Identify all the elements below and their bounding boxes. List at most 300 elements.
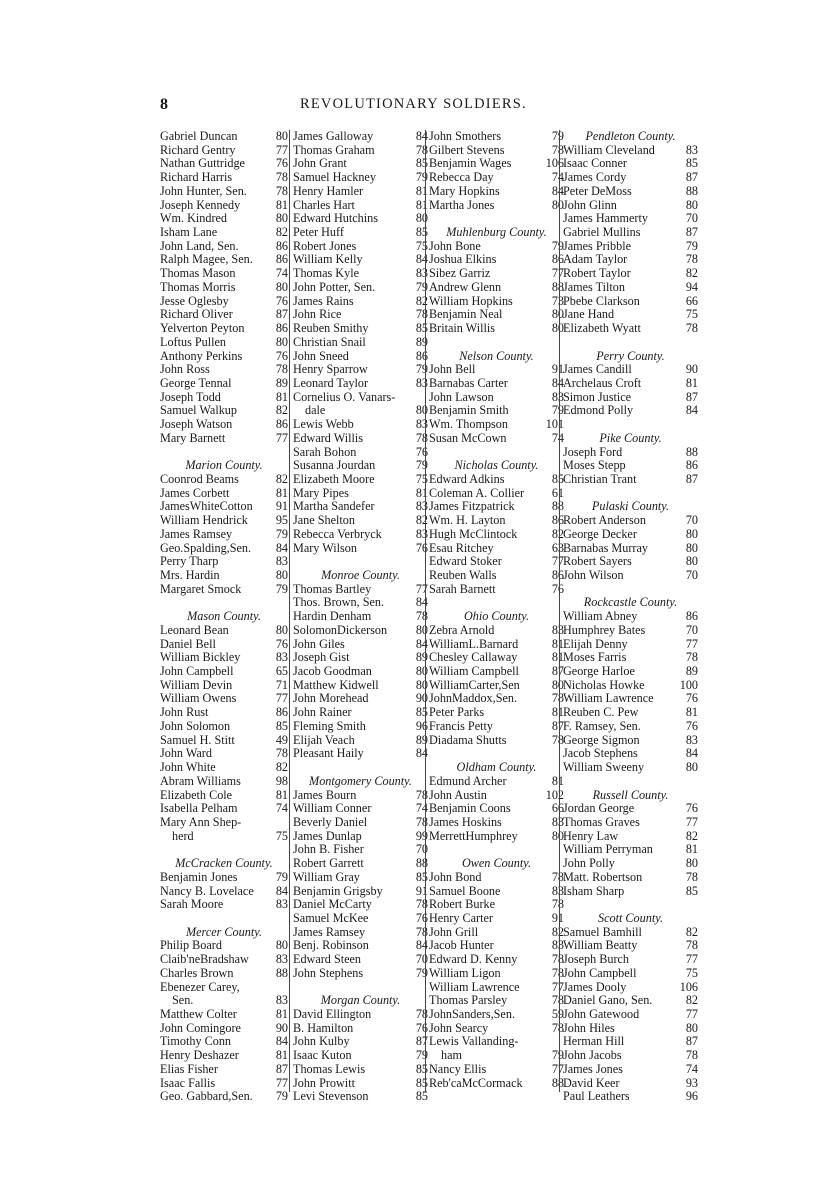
soldier-entry bbox=[563, 1049, 698, 1063]
soldier-entry bbox=[160, 816, 288, 830]
soldier-age: 84 bbox=[415, 129, 428, 143]
soldier-age: 83 bbox=[551, 622, 564, 637]
soldier-entry bbox=[160, 377, 288, 391]
soldier-name: Charles Brown bbox=[160, 965, 234, 980]
soldier-entry bbox=[293, 226, 428, 240]
spacer bbox=[563, 418, 698, 432]
soldier-entry bbox=[160, 651, 288, 665]
soldier-entry bbox=[429, 994, 564, 1008]
soldier-name: Lewis Vallanding- bbox=[429, 1034, 519, 1049]
soldier-age: 86 bbox=[551, 568, 564, 582]
soldier-age: 74 bbox=[551, 430, 564, 445]
soldier-age: 81 bbox=[275, 1048, 288, 1063]
soldier-age: 85 bbox=[415, 1061, 428, 1076]
soldier-entry bbox=[429, 720, 564, 734]
soldier-age: 77 bbox=[551, 979, 564, 994]
soldier-name: Sarah Moore bbox=[160, 897, 224, 912]
soldier-entry bbox=[293, 514, 428, 528]
soldier-entry bbox=[563, 473, 698, 487]
soldier-name: Benjamin Smith bbox=[429, 403, 509, 418]
soldier-age: 84 bbox=[275, 540, 288, 555]
soldier-entry bbox=[563, 843, 698, 857]
soldier-name: Richard Harris bbox=[160, 170, 233, 185]
soldier-age: 78 bbox=[415, 814, 428, 829]
soldier-entry bbox=[429, 569, 564, 583]
soldier-age: 85 bbox=[415, 1089, 428, 1104]
soldier-entry bbox=[563, 651, 698, 665]
soldier-entry bbox=[429, 706, 564, 720]
soldier-entry bbox=[563, 624, 698, 638]
soldier-age: 79 bbox=[415, 458, 428, 473]
soldier-entry bbox=[160, 789, 288, 803]
soldier-age bbox=[286, 816, 288, 830]
soldier-entry bbox=[293, 720, 428, 734]
soldier-entry bbox=[429, 1063, 564, 1077]
soldier-name: Rebecca Verbryck bbox=[293, 526, 382, 541]
soldier-entry bbox=[160, 1090, 288, 1104]
soldier-age: 86 bbox=[275, 238, 288, 253]
soldier-name: Isaac Kuton bbox=[293, 1048, 352, 1063]
soldier-entry bbox=[563, 953, 698, 967]
soldier-name: Joseph Watson bbox=[160, 417, 233, 432]
soldier-name: Samuel Hackney bbox=[293, 170, 376, 185]
soldier-entry bbox=[293, 1077, 428, 1091]
soldier-entry bbox=[160, 775, 288, 789]
soldier-entry bbox=[563, 830, 698, 844]
soldier-name: Edward Adkins bbox=[429, 471, 505, 486]
soldier-name: Joseph Ford bbox=[563, 444, 623, 459]
soldier-name: James Cordy bbox=[563, 170, 627, 185]
soldier-entry bbox=[563, 747, 698, 761]
spacer bbox=[563, 487, 698, 501]
soldier-age: 82 bbox=[275, 225, 288, 240]
soldier-entry bbox=[293, 610, 428, 624]
soldier-name: John Land, Sen. bbox=[160, 238, 239, 253]
soldier-name: William Bickley bbox=[160, 650, 241, 665]
soldier-name: William Abney bbox=[563, 609, 638, 624]
soldier-entry bbox=[293, 638, 428, 652]
soldier-name: Samuel Bamhill bbox=[563, 924, 642, 939]
soldier-name: William Conner bbox=[293, 801, 372, 816]
soldier-entry bbox=[160, 638, 288, 652]
soldier-name: Robert Garrett bbox=[293, 856, 364, 871]
soldier-age: 83 bbox=[275, 554, 288, 569]
soldier-entry bbox=[293, 843, 428, 857]
soldier-name: Robert Anderson bbox=[563, 513, 646, 528]
soldier-age: 87 bbox=[275, 1061, 288, 1076]
soldier-name: Jacob Goodman bbox=[293, 664, 372, 679]
soldier-age: 83 bbox=[415, 375, 428, 390]
soldier-name: Edward Steen bbox=[293, 952, 362, 967]
soldier-name: John Rust bbox=[160, 705, 209, 720]
soldier-entry bbox=[563, 679, 698, 693]
soldier-entry bbox=[293, 130, 428, 144]
soldier-entry bbox=[563, 734, 698, 748]
soldier-name: Jane Hand bbox=[563, 307, 615, 322]
soldier-name: Thomas Morris bbox=[160, 279, 236, 294]
soldier-name: WilliamCarter,Sen bbox=[429, 677, 520, 692]
soldier-age: 87 bbox=[685, 471, 698, 486]
soldier-entry bbox=[563, 802, 698, 816]
soldier-entry bbox=[293, 212, 428, 226]
soldier-name: Pbebe Clarkson bbox=[563, 293, 640, 308]
soldier-name: Jordan George bbox=[563, 801, 635, 816]
county-heading: Muhlenburg County. bbox=[446, 225, 547, 240]
soldier-entry bbox=[293, 528, 428, 542]
soldier-entry bbox=[160, 747, 288, 761]
soldier-age: 106 bbox=[545, 156, 564, 171]
soldier-name: Nancy Ellis bbox=[429, 1061, 487, 1076]
soldier-name: Paul Leathers bbox=[563, 1089, 630, 1104]
soldier-name: William Hendrick bbox=[160, 513, 248, 528]
soldier-age: 77 bbox=[275, 691, 288, 706]
soldier-age: 76 bbox=[275, 636, 288, 651]
soldier-age: 83 bbox=[275, 952, 288, 967]
soldier-name: Wm. H. Layton bbox=[429, 513, 506, 528]
soldier-age: 70 bbox=[685, 568, 698, 582]
soldier-entry bbox=[293, 1008, 428, 1022]
page-title: REVOLUTIONARY SOLDIERS. bbox=[300, 96, 527, 112]
soldier-name: Coleman A. Collier bbox=[429, 485, 525, 500]
soldier-entry bbox=[293, 953, 428, 967]
soldier-name: Sarah Bohon bbox=[293, 444, 357, 459]
soldier-entry bbox=[293, 350, 428, 364]
soldier-name: Leonard Taylor bbox=[293, 375, 369, 390]
soldier-entry bbox=[293, 157, 428, 171]
soldier-entry bbox=[563, 514, 698, 528]
soldier-entry bbox=[293, 898, 428, 912]
soldier-entry bbox=[563, 1063, 698, 1077]
soldier-entry bbox=[293, 473, 428, 487]
soldier-name: James Dunlap bbox=[293, 828, 362, 843]
soldier-name: Pleasant Haily bbox=[293, 746, 364, 761]
soldier-name: Reuben Smithy bbox=[293, 321, 369, 336]
soldier-name: Benjamin Coons bbox=[429, 801, 511, 816]
soldier-name: Matthew Colter bbox=[160, 1007, 237, 1021]
soldier-age: 81 bbox=[551, 636, 564, 651]
soldier-name: Joseph Todd bbox=[160, 389, 221, 404]
spacer bbox=[293, 761, 428, 775]
soldier-age: 102 bbox=[545, 787, 564, 802]
soldier-entry bbox=[429, 199, 564, 213]
soldier-entry bbox=[429, 295, 564, 309]
soldier-entry bbox=[160, 322, 288, 336]
soldier-entry bbox=[160, 308, 288, 322]
soldier-age: 83 bbox=[685, 732, 698, 747]
soldier-name: Cornelius O. Vanars- bbox=[293, 389, 396, 404]
column-3 bbox=[425, 130, 564, 1092]
soldier-name: William Ligon bbox=[429, 965, 501, 980]
county-heading: Mason County. bbox=[187, 609, 261, 624]
soldier-entry bbox=[293, 651, 428, 665]
soldier-name: Martha Jones bbox=[429, 197, 495, 212]
soldier-age: 78 bbox=[415, 609, 428, 624]
soldier-age: 82 bbox=[685, 828, 698, 843]
soldier-entry bbox=[160, 199, 288, 213]
soldier-name: Martha Sandefer bbox=[293, 499, 375, 514]
soldier-age: 74 bbox=[685, 1061, 698, 1076]
soldier-age: 81 bbox=[275, 485, 288, 500]
soldier-entry bbox=[160, 939, 288, 953]
county-heading: Nicholas County. bbox=[454, 458, 539, 473]
soldier-name: Archelaus Croft bbox=[563, 375, 642, 390]
spacer bbox=[563, 775, 698, 789]
soldier-age: 101 bbox=[545, 417, 564, 432]
soldier-entry bbox=[429, 638, 564, 652]
soldier-age: 77 bbox=[685, 814, 698, 829]
soldier-entry bbox=[160, 734, 288, 748]
soldier-name: John Campbell bbox=[563, 965, 637, 980]
soldier-name: Nancy B. Lovelace bbox=[160, 883, 254, 898]
soldier-entry bbox=[293, 1063, 428, 1077]
soldier-name: MerrettHumphrey bbox=[429, 828, 518, 843]
soldier-name: Jane Shelton bbox=[293, 513, 355, 528]
soldier-name: James Ramsey bbox=[160, 526, 233, 541]
soldier-entry bbox=[563, 569, 698, 583]
soldier-age: 76 bbox=[415, 444, 428, 459]
soldier-age: 78 bbox=[415, 307, 428, 322]
soldier-name: Thomas Parsley bbox=[429, 993, 508, 1008]
soldier-name: Margaret Smock bbox=[160, 581, 242, 596]
soldier-entry bbox=[563, 1077, 698, 1091]
soldier-name: Thos. Brown, Sen. bbox=[293, 595, 385, 610]
soldier-age: 87 bbox=[685, 225, 698, 240]
soldier-name: Fleming Smith bbox=[293, 718, 366, 733]
soldier-entry bbox=[160, 1077, 288, 1091]
soldier-name: Isaac Conner bbox=[563, 156, 627, 171]
soldier-age: 84 bbox=[415, 252, 428, 267]
soldier-age: 82 bbox=[685, 993, 698, 1008]
soldier-entry bbox=[293, 418, 428, 432]
soldier-age: 77 bbox=[275, 430, 288, 445]
soldier-age: 80 bbox=[685, 1020, 698, 1035]
soldier-name: Samuel Walkup bbox=[160, 403, 237, 418]
soldier-age: 94 bbox=[685, 279, 698, 294]
soldier-age: 84 bbox=[275, 883, 288, 898]
soldier-age: 87 bbox=[685, 1034, 698, 1049]
soldier-age: 74 bbox=[415, 801, 428, 816]
soldier-name: Moses Farris bbox=[563, 650, 627, 665]
soldier-name: Ebenezer Carey, bbox=[160, 979, 240, 994]
soldier-name: John Polly bbox=[563, 856, 615, 871]
soldier-age: 86 bbox=[551, 513, 564, 528]
soldier-entry bbox=[160, 706, 288, 720]
soldier-name: James Dooly bbox=[563, 979, 627, 994]
soldier-entry bbox=[160, 953, 288, 967]
soldier-age: 77 bbox=[275, 1075, 288, 1090]
soldier-name: Joshua Elkins bbox=[429, 252, 497, 267]
soldier-name: Henry Sparrow bbox=[293, 362, 368, 377]
soldier-name: Zebra Arnold bbox=[429, 622, 495, 637]
soldier-entry bbox=[429, 240, 564, 254]
soldier-age: 89 bbox=[415, 334, 428, 349]
soldier-age bbox=[286, 981, 288, 995]
page-number: 8 bbox=[160, 96, 168, 113]
county-heading: Owen County. bbox=[461, 856, 532, 871]
soldier-age: 83 bbox=[415, 417, 428, 432]
soldier-age: 84 bbox=[275, 1034, 288, 1049]
soldier-entry bbox=[429, 253, 564, 267]
soldier-age: 76 bbox=[685, 691, 698, 706]
column-2 bbox=[289, 129, 428, 1104]
soldier-entry bbox=[293, 322, 428, 336]
soldier-entry bbox=[563, 446, 698, 460]
spacer bbox=[160, 843, 288, 857]
soldier-age: 83 bbox=[551, 938, 564, 953]
soldier-name: Elijah Denny bbox=[563, 636, 628, 651]
soldier-name: Robert Burke bbox=[429, 897, 496, 912]
county-heading: Pendleton County. bbox=[585, 129, 676, 143]
soldier-name: Edward Hutchins bbox=[293, 211, 378, 226]
soldier-age: 85 bbox=[275, 718, 288, 733]
soldier-name: Robert Jones bbox=[293, 238, 357, 253]
county-heading: Ohio County. bbox=[463, 609, 529, 624]
soldier-age: 80 bbox=[551, 828, 564, 843]
soldier-age: 63 bbox=[551, 540, 564, 555]
soldier-entry bbox=[160, 144, 288, 158]
soldier-entry bbox=[563, 1022, 698, 1036]
soldier-entry bbox=[429, 912, 564, 926]
soldier-age: 78 bbox=[415, 1007, 428, 1021]
soldier-name: Wm. Thompson bbox=[429, 417, 508, 432]
soldier-entry bbox=[563, 459, 698, 473]
soldier-name: Chesley Callaway bbox=[429, 650, 518, 665]
soldier-age: 61 bbox=[551, 485, 564, 500]
soldier-entry bbox=[429, 500, 564, 514]
soldier-age: 81 bbox=[415, 183, 428, 198]
soldier-name: Richard Oliver bbox=[160, 307, 233, 322]
soldier-entry bbox=[160, 404, 288, 418]
soldier-age: 81 bbox=[275, 787, 288, 802]
soldier-name: Peter Huff bbox=[293, 225, 344, 240]
soldier-entry bbox=[429, 1049, 564, 1063]
soldier-entry bbox=[429, 1022, 564, 1036]
soldier-age: 80 bbox=[685, 197, 698, 212]
county-heading: Montgomery County. bbox=[309, 773, 412, 788]
soldier-age: 86 bbox=[685, 609, 698, 624]
spacer bbox=[563, 898, 698, 912]
soldier-age: 79 bbox=[551, 129, 564, 143]
spacer bbox=[293, 555, 428, 569]
soldier-age: 74 bbox=[275, 801, 288, 816]
soldier-age: 83 bbox=[275, 993, 288, 1008]
soldier-age: 80 bbox=[275, 938, 288, 953]
soldier-name: Henry Law bbox=[563, 828, 619, 843]
soldier-name: Rebecca Day bbox=[429, 170, 494, 185]
soldier-name: F. Ramsey, Sen. bbox=[563, 718, 641, 733]
soldier-name: JohnMaddox,Sen. bbox=[429, 691, 518, 706]
soldier-age: 86 bbox=[275, 321, 288, 336]
soldier-age: 85 bbox=[415, 705, 428, 720]
soldier-age: 79 bbox=[275, 869, 288, 884]
soldier-age: 80 bbox=[275, 622, 288, 637]
soldier-name: Moses Stepp bbox=[563, 458, 626, 473]
soldier-age: 89 bbox=[415, 650, 428, 665]
soldier-age: 81 bbox=[551, 650, 564, 665]
soldier-age: 79 bbox=[551, 403, 564, 418]
soldier-entry bbox=[293, 171, 428, 185]
soldier-name: John Grill bbox=[429, 924, 479, 939]
column-4 bbox=[559, 129, 698, 1104]
soldier-age: 80 bbox=[685, 856, 698, 871]
soldier-age: 98 bbox=[275, 773, 288, 788]
soldier-age: 83 bbox=[275, 897, 288, 912]
soldier-name: Christian Snail bbox=[293, 334, 366, 349]
soldier-age: 80 bbox=[275, 211, 288, 226]
soldier-name: Ralph Magee, Sen. bbox=[160, 252, 253, 267]
soldier-name: John Jacobs bbox=[563, 1048, 622, 1063]
soldier-name: Sibez Garriz bbox=[429, 266, 491, 281]
soldier-name: Mary Ann Shep- bbox=[160, 814, 242, 829]
soldier-entry bbox=[563, 240, 698, 254]
soldier-name: David Ellington bbox=[293, 1007, 372, 1021]
soldier-name: William Cleveland bbox=[563, 142, 655, 157]
soldier-entry bbox=[563, 281, 698, 295]
soldier-age: 91 bbox=[275, 499, 288, 514]
soldier-entry bbox=[429, 871, 564, 885]
soldier-entry bbox=[429, 692, 564, 706]
soldier-name: William Owens bbox=[160, 691, 237, 706]
soldier-age: 82 bbox=[685, 924, 698, 939]
soldier-name: John Morehead bbox=[293, 691, 369, 706]
soldier-age: 78 bbox=[275, 183, 288, 198]
soldier-age: 85 bbox=[415, 321, 428, 336]
soldier-age: 86 bbox=[275, 252, 288, 267]
soldier-entry bbox=[160, 679, 288, 693]
soldier-entry bbox=[293, 885, 428, 899]
soldier-name: Herman Hill bbox=[563, 1034, 625, 1049]
spacer bbox=[563, 336, 698, 350]
county-heading: Perry County. bbox=[596, 348, 665, 363]
soldier-age: 79 bbox=[275, 1089, 288, 1104]
soldier-name: William Perryman bbox=[563, 842, 653, 857]
soldier-name: Elizabeth Moore bbox=[293, 471, 375, 486]
soldier-name: Samuel H. Stitt bbox=[160, 732, 235, 747]
soldier-age: 76 bbox=[275, 348, 288, 363]
soldier-name: James Candill bbox=[563, 362, 632, 377]
soldier-name: James Galloway bbox=[293, 129, 374, 143]
soldier-age: 85 bbox=[685, 883, 698, 898]
soldier-age: 86 bbox=[685, 458, 698, 473]
county-heading: Pulaski County. bbox=[591, 499, 670, 514]
soldier-age: 83 bbox=[415, 499, 428, 514]
soldier-age: 81 bbox=[275, 389, 288, 404]
soldier-name: James Tilton bbox=[563, 279, 625, 294]
soldier-entry bbox=[160, 1063, 288, 1077]
soldier-name: John Giles bbox=[293, 636, 345, 651]
soldier-age: 82 bbox=[551, 526, 564, 541]
soldier-age: 80 bbox=[551, 307, 564, 322]
soldier-age: 87 bbox=[685, 389, 698, 404]
soldier-entry bbox=[160, 514, 288, 528]
soldier-entry bbox=[563, 295, 698, 309]
soldier-entry bbox=[293, 377, 428, 391]
soldier-age: 75 bbox=[415, 471, 428, 486]
soldier-age: 80 bbox=[551, 321, 564, 336]
soldier-age: 79 bbox=[415, 279, 428, 294]
soldier-entry bbox=[563, 610, 698, 624]
soldier-name: Gilbert Stevens bbox=[429, 142, 505, 157]
soldier-name: Jesse Oglesby bbox=[160, 293, 229, 308]
soldier-name: Robert Sayers bbox=[563, 554, 632, 569]
soldier-age: 76 bbox=[415, 1020, 428, 1035]
soldier-name: William Beatty bbox=[563, 938, 638, 953]
soldier-name: Anthony Perkins bbox=[160, 348, 243, 363]
soldier-entry bbox=[563, 1035, 698, 1049]
soldier-age: 86 bbox=[275, 705, 288, 720]
soldier-name: John Wilson bbox=[563, 568, 624, 582]
soldier-name: B. Hamilton bbox=[293, 1020, 354, 1035]
